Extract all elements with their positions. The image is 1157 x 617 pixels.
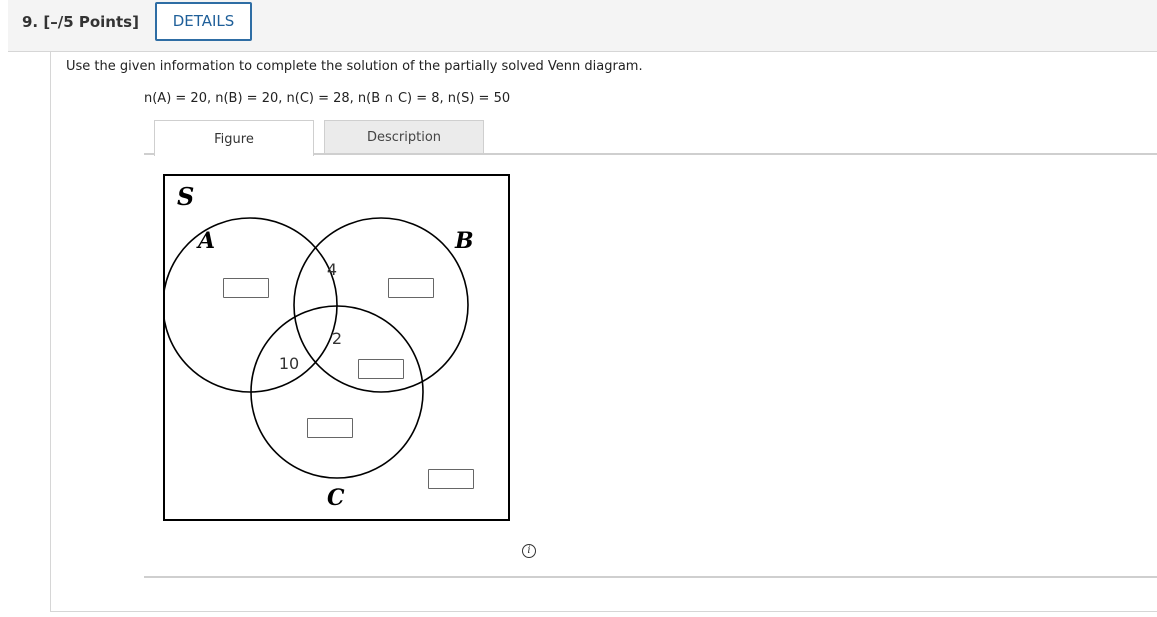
venn-diagram xyxy=(163,174,510,521)
question-header xyxy=(8,0,1157,52)
tab-figure[interactable]: Figure xyxy=(154,120,314,156)
input-b-only[interactable] xyxy=(388,278,434,298)
bottom-divider xyxy=(144,576,1157,578)
given-info: n(A) = 20, n(B) = 20, n(C) = 28, n(B ∩ C) = 8, n(S) = 50 xyxy=(144,91,511,106)
question-number: 9. [–/5 Points] xyxy=(22,13,139,31)
value-a-and-b: 4 xyxy=(326,260,338,279)
value-a-and-b-and-c: 2 xyxy=(331,329,343,348)
instruction-text: Use the given information to complete the solution of the partially solved Venn diagram. xyxy=(66,59,643,74)
value-a-and-c: 10 xyxy=(278,354,300,373)
info-icon[interactable]: i xyxy=(522,544,536,558)
input-a-only[interactable] xyxy=(223,278,269,298)
input-b-and-c[interactable] xyxy=(358,359,404,379)
universe-label: S xyxy=(177,182,195,211)
set-b-label: B xyxy=(455,228,474,254)
tab-description[interactable]: Description xyxy=(324,120,484,154)
input-c-only[interactable] xyxy=(307,418,353,438)
input-outside[interactable] xyxy=(428,469,474,489)
set-a-label: A xyxy=(198,228,216,254)
details-button[interactable]: DETAILS xyxy=(155,2,252,41)
set-c-label: C xyxy=(327,485,345,511)
